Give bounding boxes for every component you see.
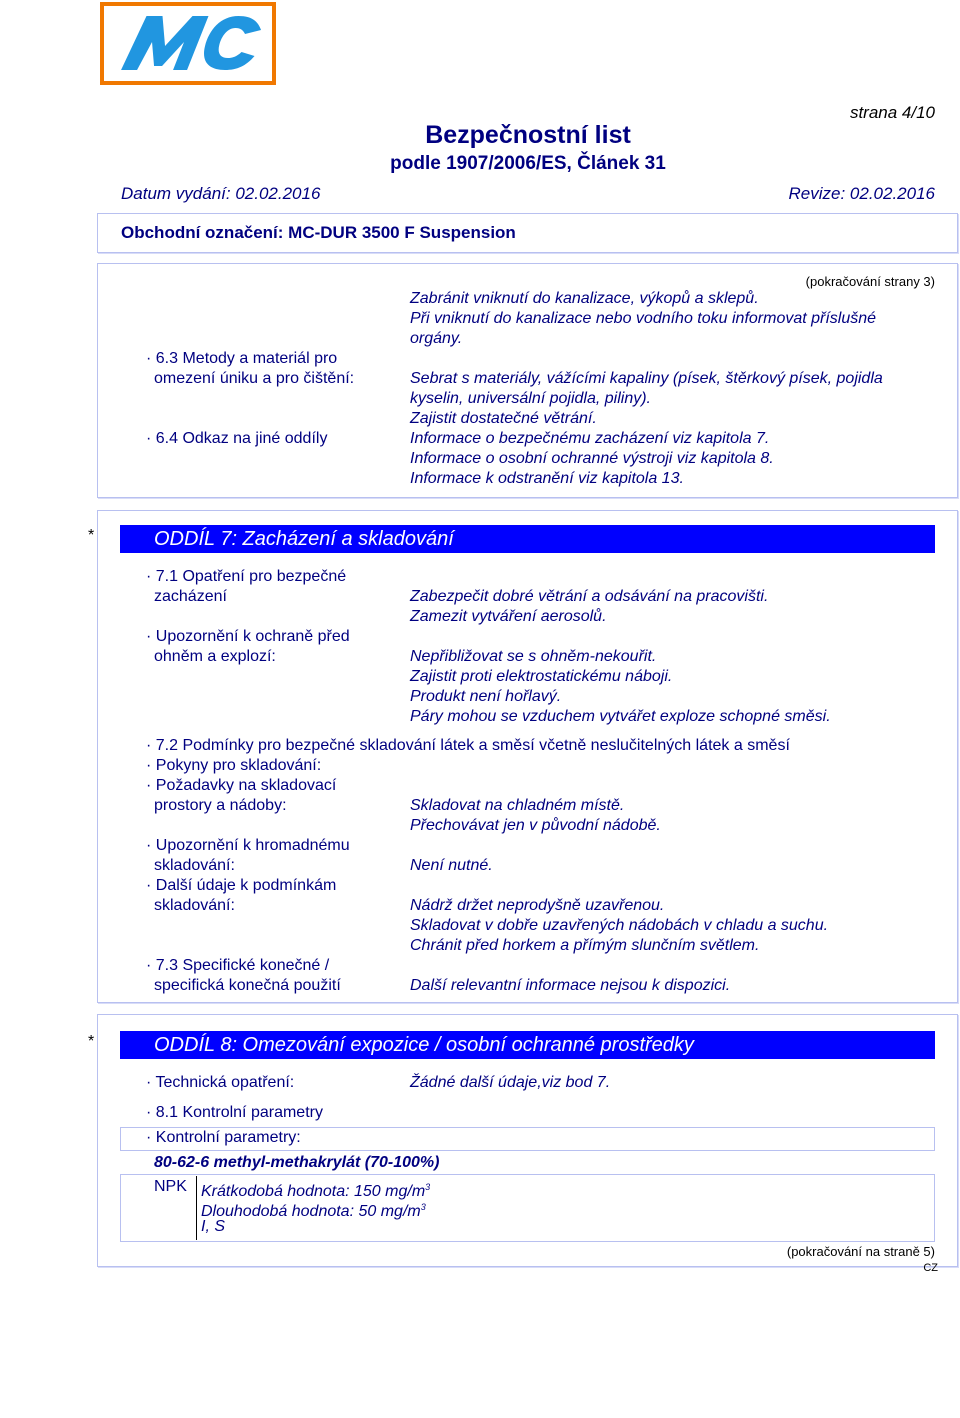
short-term-text: Krátkodobá hodnota: 150 mg/m (201, 1183, 426, 1200)
npk-separator (196, 1176, 197, 1240)
long-term-text: Dlouhodobá hodnota: 50 mg/m (201, 1203, 421, 1220)
req-line: Skladovat na chladném místě. (410, 797, 625, 814)
s71-label: zacházení (154, 588, 227, 605)
fire-line: Produkt není hořlavý. (410, 688, 562, 705)
s64-line: Informace k odstranění viz kapitola 13. (410, 470, 684, 487)
further-label: skladování: (154, 897, 235, 914)
document-title: Bezpečnostní list (425, 121, 631, 149)
section-8-title: ODDÍL 8: Omezování expozice / osobní ochranné prostředky (154, 1034, 694, 1056)
s72-label: · 7.2 Podmínky pro bezpečné skladování látek a směsí včetně neslučitelných látek a směsí (146, 737, 790, 754)
bulk-label: skladování: (154, 857, 235, 874)
further-line: Skladovat v dobře uzavřených nádobách v chladu a suchu. (410, 917, 829, 934)
s71-line: Zabezpečit dobré větrání a odsávání na pracovišti. (410, 588, 769, 605)
further-line: Chránit před horkem a přímým slunčním světlem. (410, 937, 760, 954)
bulk-label: · Upozornění k hromadnému (146, 837, 350, 854)
storage-label: · Pokyny pro skladování: (146, 757, 322, 774)
page-number: strana 4/10 (849, 103, 935, 122)
s63-label: · 6.3 Metody a materiál pro (146, 350, 338, 367)
s73-value: Další relevantní informace nejsou k dispozici. (410, 977, 731, 994)
tech-value: Žádné další údaje,viz bod 7. (410, 1074, 611, 1091)
fire-line: Páry mohou se vzduchem vytvářet exploze schopné směsi. (410, 708, 831, 725)
s81-label: · 8.1 Kontrolní parametry (146, 1104, 323, 1121)
unit-exponent: 3 (420, 1202, 426, 1212)
req-label: · Požadavky na skladovací (146, 777, 337, 794)
s64-line: Informace o osobní ochranné výstroji viz kapitola 8. (410, 450, 774, 467)
npk-label: NPK (154, 1178, 187, 1195)
tech-label: · Technická opatření: (146, 1074, 295, 1091)
s63-label: omezení úniku a pro čištění: (154, 370, 355, 387)
s73-label: specifická konečná použití (154, 977, 341, 994)
s63-line: Sebrat s materiály, vážícími kapaliny (písek, štěrkový písek, pojidla (410, 370, 883, 387)
s64-line: Informace o bezpečnému zacházení viz kapitola 7. (410, 430, 770, 447)
s63-line: Zajistit dostatečné větrání. (410, 410, 597, 427)
s6-intro-line: Zabránit vniknutí do kanalizace, výkopů a sklepů. (410, 290, 759, 307)
fire-label: ohněm a explozí: (154, 648, 276, 665)
substance-name: 80-62-6 methyl-methakrylát (70-100%) (154, 1154, 440, 1171)
revision-star: * (88, 527, 95, 544)
unit-exponent: 3 (425, 1182, 431, 1192)
s64-label: · 6.4 Odkaz na jiné oddíly (146, 430, 328, 447)
s63-line: kyselin, universální pojidla, piliny). (410, 390, 651, 407)
s73-label: · 7.3 Specifické konečné / (146, 957, 330, 974)
trade-name: Obchodní označení: MC-DUR 3500 F Suspension (121, 223, 516, 242)
mc-logo (100, 2, 276, 85)
revision-date: Revize: 02.02.2016 (788, 184, 935, 203)
bulk-value: Není nutné. (410, 857, 493, 874)
fire-line: Zajistit proti elektrostatickému náboji. (410, 668, 673, 685)
long-term-value (201, 1197, 426, 1222)
s6-intro-line: Při vniknutí do kanalizace nebo vodního toku informovat příslušné (410, 310, 877, 327)
fire-label: · Upozornění k ochraně před (146, 628, 350, 645)
issue-date: Datum vydání: 02.02.2016 (121, 184, 321, 203)
further-label: · Další údaje k podmínkám (146, 877, 337, 894)
further-line: Nádrž držet neprodyšně uzavřenou. (410, 897, 665, 914)
revision-star: * (88, 1033, 95, 1050)
continued-on: (pokračování na straně 5) (786, 1244, 935, 1259)
control-params-label: · Kontrolní parametry: (146, 1129, 301, 1146)
s71-label: · 7.1 Opatření pro bezpečné (146, 568, 347, 585)
req-line: Přechovávat jen v původní nádobě. (410, 817, 661, 834)
s71-line: Zamezit vytváření aerosolů. (410, 608, 607, 625)
language-code: CZ (923, 1262, 938, 1274)
continuation-from: (pokračování strany 3) (805, 274, 935, 289)
section-7-title: ODDÍL 7: Zacházení a skladování (154, 528, 454, 550)
req-label: prostory a nádoby: (154, 797, 287, 814)
document-subtitle: podle 1907/2006/ES, Článek 31 (390, 153, 666, 174)
npk-notes: I, S (201, 1218, 226, 1235)
s6-intro-line: orgány. (410, 330, 463, 347)
fire-line: Nepřibližovat se s ohněm-nekouřit. (410, 648, 657, 665)
